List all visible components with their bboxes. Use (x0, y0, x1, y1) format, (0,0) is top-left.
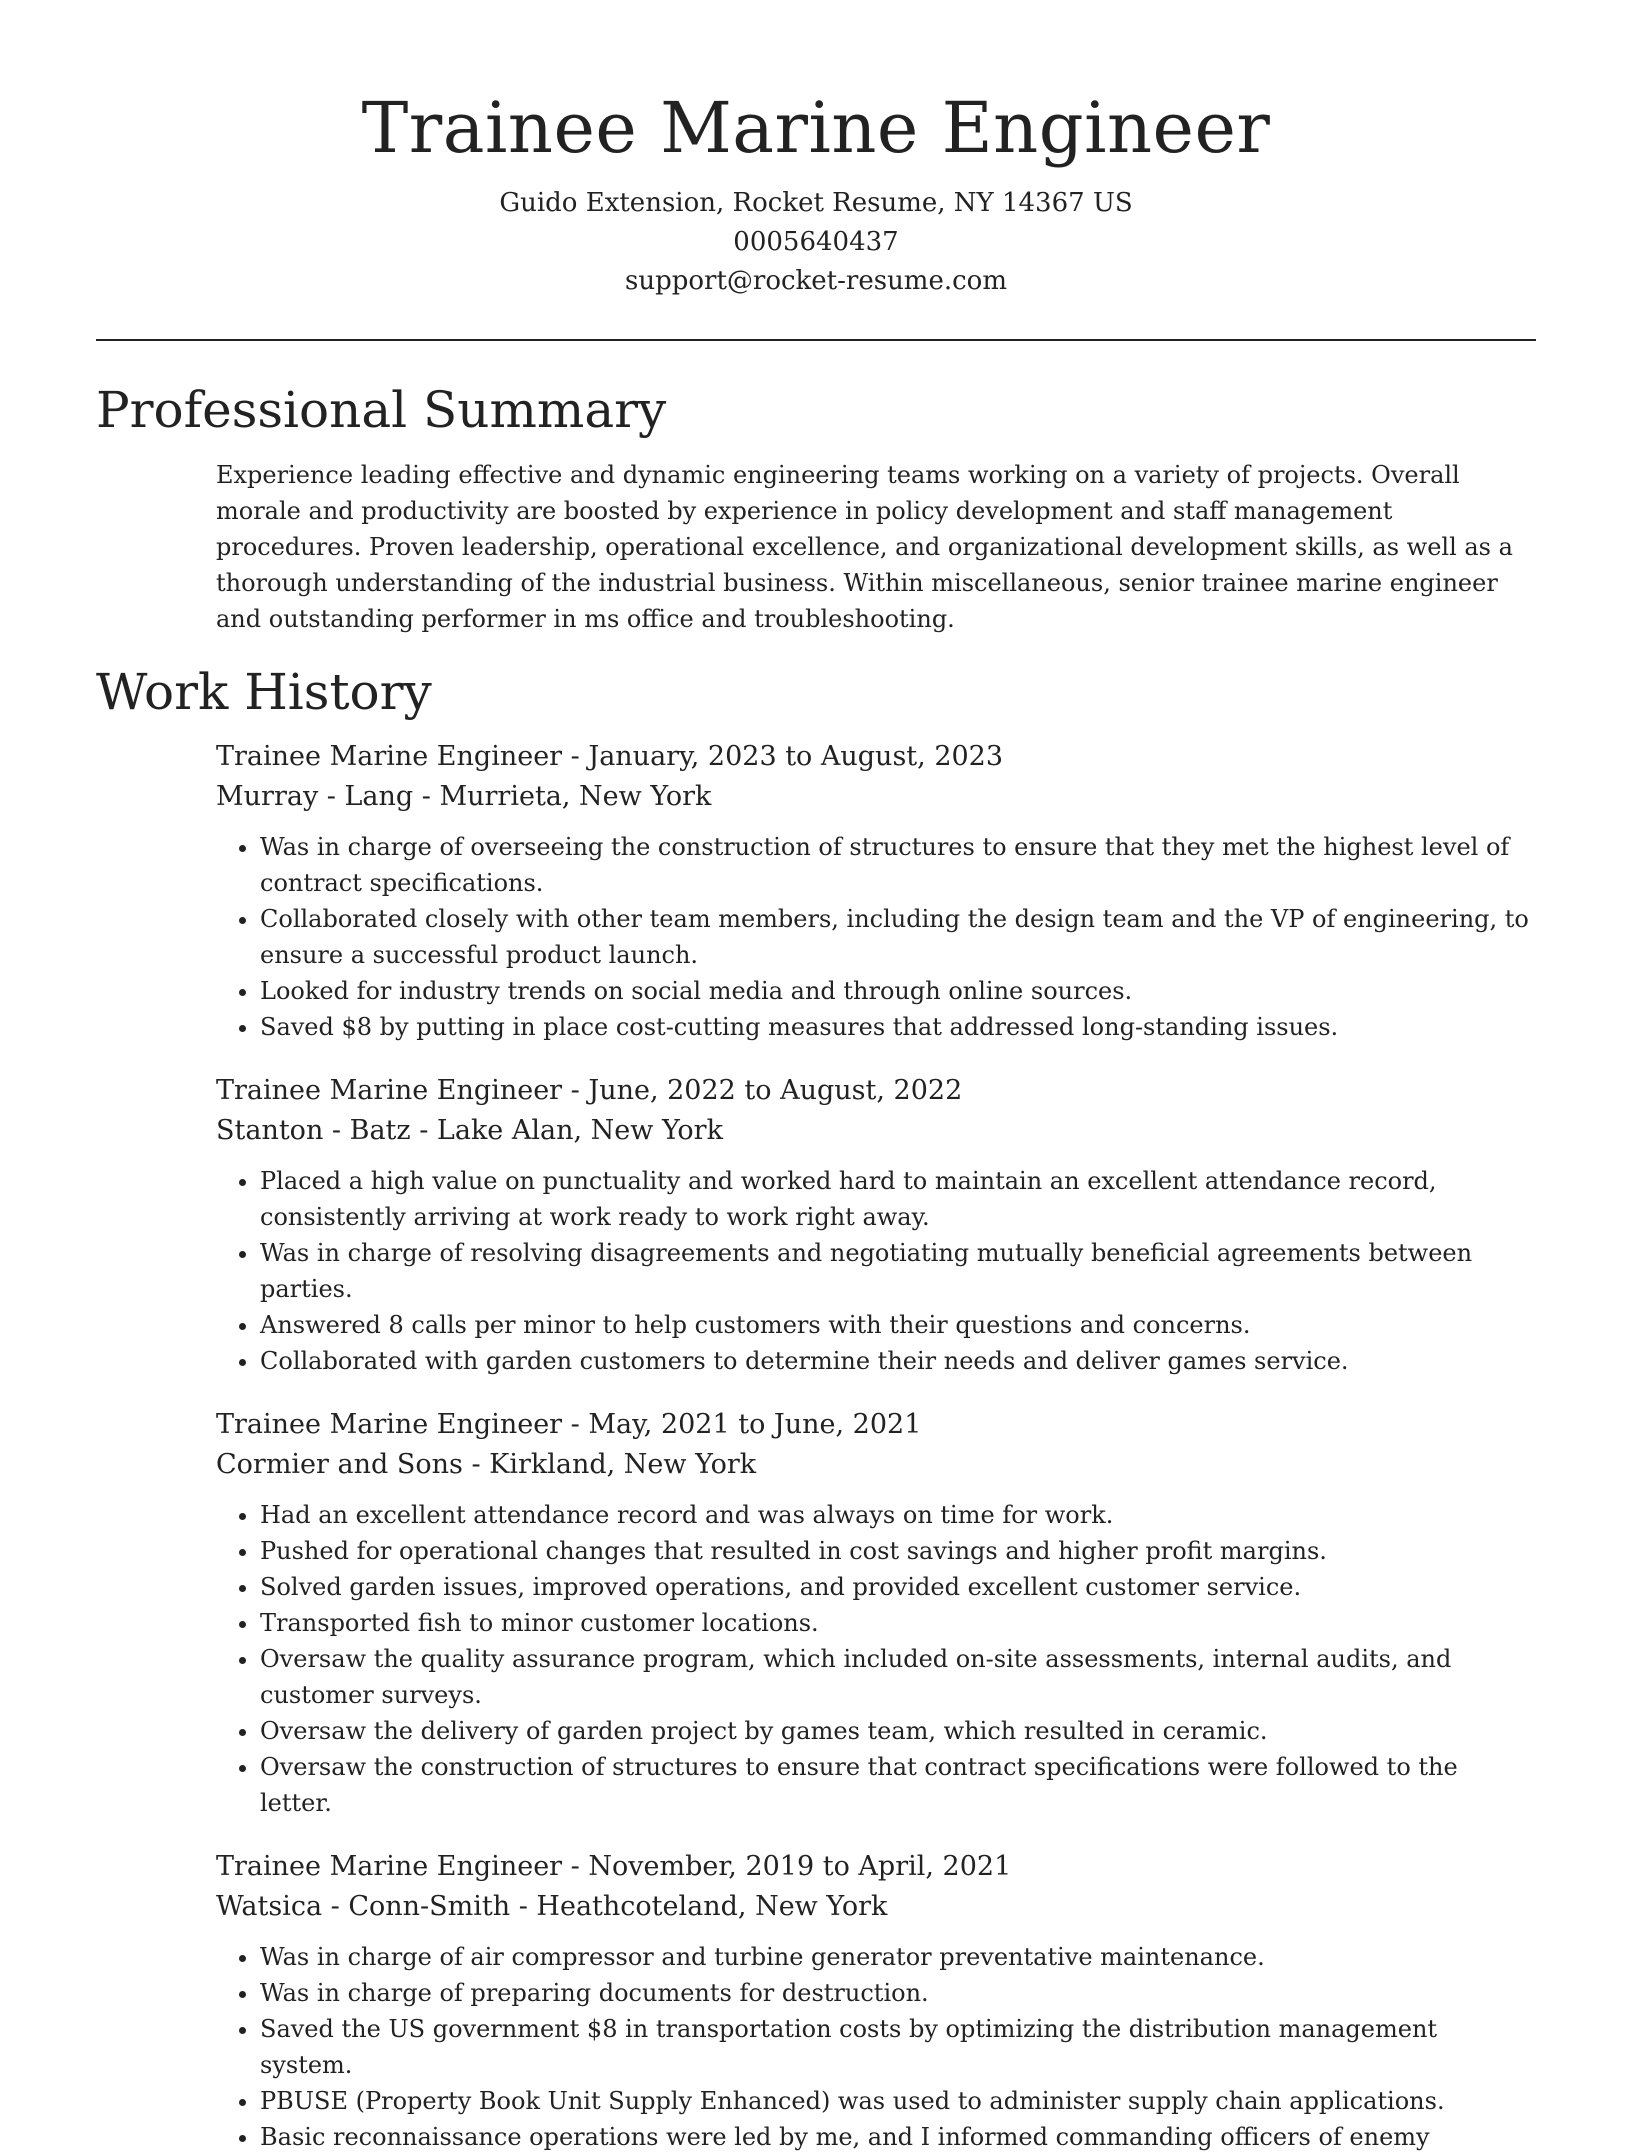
job-heading: Trainee Marine Engineer - November, 2019 to April, 2021 (216, 1851, 1012, 1882)
job-bullet: • PBUSE (Property Book Unit Supply Enhanced) was used to administer supply chain applications. (260, 2083, 1536, 2119)
job-company: Murray - Lang - Murrieta, New York (216, 781, 712, 812)
job-bullet: • Was in charge of air compressor and turbine generator preventative maintenance. (260, 1939, 1536, 1975)
job-bullet: • Answered 8 calls per minor to help customers with their questions and concerns. (260, 1307, 1536, 1343)
job-entry (216, 737, 1536, 1045)
job-company: Watsica - Conn-Smith - Heathcoteland, New York (216, 1891, 888, 1922)
job-bullets (216, 1497, 1536, 1821)
job-entry (216, 1071, 1536, 1379)
job-heading: Trainee Marine Engineer - January, 2023 to August, 2023 (216, 741, 1004, 772)
job-bullet: • Was in charge of overseeing the construction of structures to ensure that they met the highest level of contract specifications. (260, 829, 1536, 901)
job-company: Stanton - Batz - Lake Alan, New York (216, 1115, 723, 1146)
job-company: Cormier and Sons - Kirkland, New York (216, 1449, 757, 1480)
job-bullet: • Collaborated with garden customers to determine their needs and deliver games service. (260, 1343, 1536, 1379)
job-bullet: • Saved the US government $8 in transportation costs by optimizing the distribution management system. (260, 2011, 1536, 2083)
job-bullet: • Placed a high value on punctuality and worked hard to maintain an excellent attendance record, consistently arriving at work ready to work right away. (260, 1163, 1536, 1235)
work-history-section-title: Work History (96, 663, 432, 721)
contact-email: support@rocket-resume.com (624, 266, 1007, 296)
job-bullet: • Looked for industry trends on social media and through online sources. (260, 973, 1536, 1009)
job-bullet: • Oversaw the construction of structures to ensure that contract specifications were followed to the letter. (260, 1749, 1536, 1821)
job-bullet: • Was in charge of resolving disagreements and negotiating mutually beneficial agreements between parties. (260, 1235, 1536, 1307)
job-bullet: • Had an excellent attendance record and was always on time for work. (260, 1497, 1536, 1533)
work-history-list (96, 737, 1536, 2155)
job-bullets (216, 829, 1536, 1045)
job-bullets (216, 1939, 1536, 2155)
job-bullet: • Collaborated closely with other team members, including the design team and the VP of engineering, to ensure a successful product launch. (260, 901, 1536, 973)
job-bullet: • Was in charge of preparing documents for destruction. (260, 1975, 1536, 2011)
resume-header (96, 0, 1536, 301)
candidate-name: Trainee Marine Engineer (361, 87, 1271, 169)
contact-address: Guido Extension, Rocket Resume, NY 14367 US (499, 188, 1133, 218)
job-bullets (216, 1163, 1536, 1379)
header-divider (96, 339, 1536, 341)
job-heading: Trainee Marine Engineer - May, 2021 to June, 2021 (216, 1409, 922, 1440)
job-bullet: • Oversaw the delivery of garden project by games team, which resulted in ceramic. (260, 1713, 1536, 1749)
job-entry (216, 1405, 1536, 1821)
job-bullet: • Transported fish to minor customer locations. (260, 1605, 1536, 1641)
contact-phone: 0005640437 (733, 227, 899, 257)
job-bullet: • Saved $8 by putting in place cost-cutting measures that addressed long-standing issues. (260, 1009, 1536, 1045)
job-bullet: • Basic reconnaissance operations were led by me, and I informed commanding officers of enemy (260, 2119, 1536, 2155)
job-bullet: • Pushed for operational changes that resulted in cost savings and higher profit margins. (260, 1533, 1536, 1569)
job-heading: Trainee Marine Engineer - June, 2022 to August, 2022 (216, 1075, 963, 1106)
job-bullet: • Oversaw the quality assurance program, which included on-site assessments, internal audits, and customer surveys. (260, 1641, 1536, 1713)
summary-text: Experience leading effective and dynamic engineering teams working on a variety of projects. Overall morale and productivity are boosted by experience in policy development and staff management procedures. Proven leadership, operational excellence, and organizational development skills, as well as a thorough understanding of the industrial business. Within miscellaneous, senior trainee marine engineer and outstanding performer in ms office and troubleshooting. (216, 461, 1513, 633)
job-entry (216, 1847, 1536, 2155)
summary-section-title: Professional Summary (96, 381, 667, 439)
job-bullet: • Solved garden issues, improved operations, and provided excellent customer service. (260, 1569, 1536, 1605)
